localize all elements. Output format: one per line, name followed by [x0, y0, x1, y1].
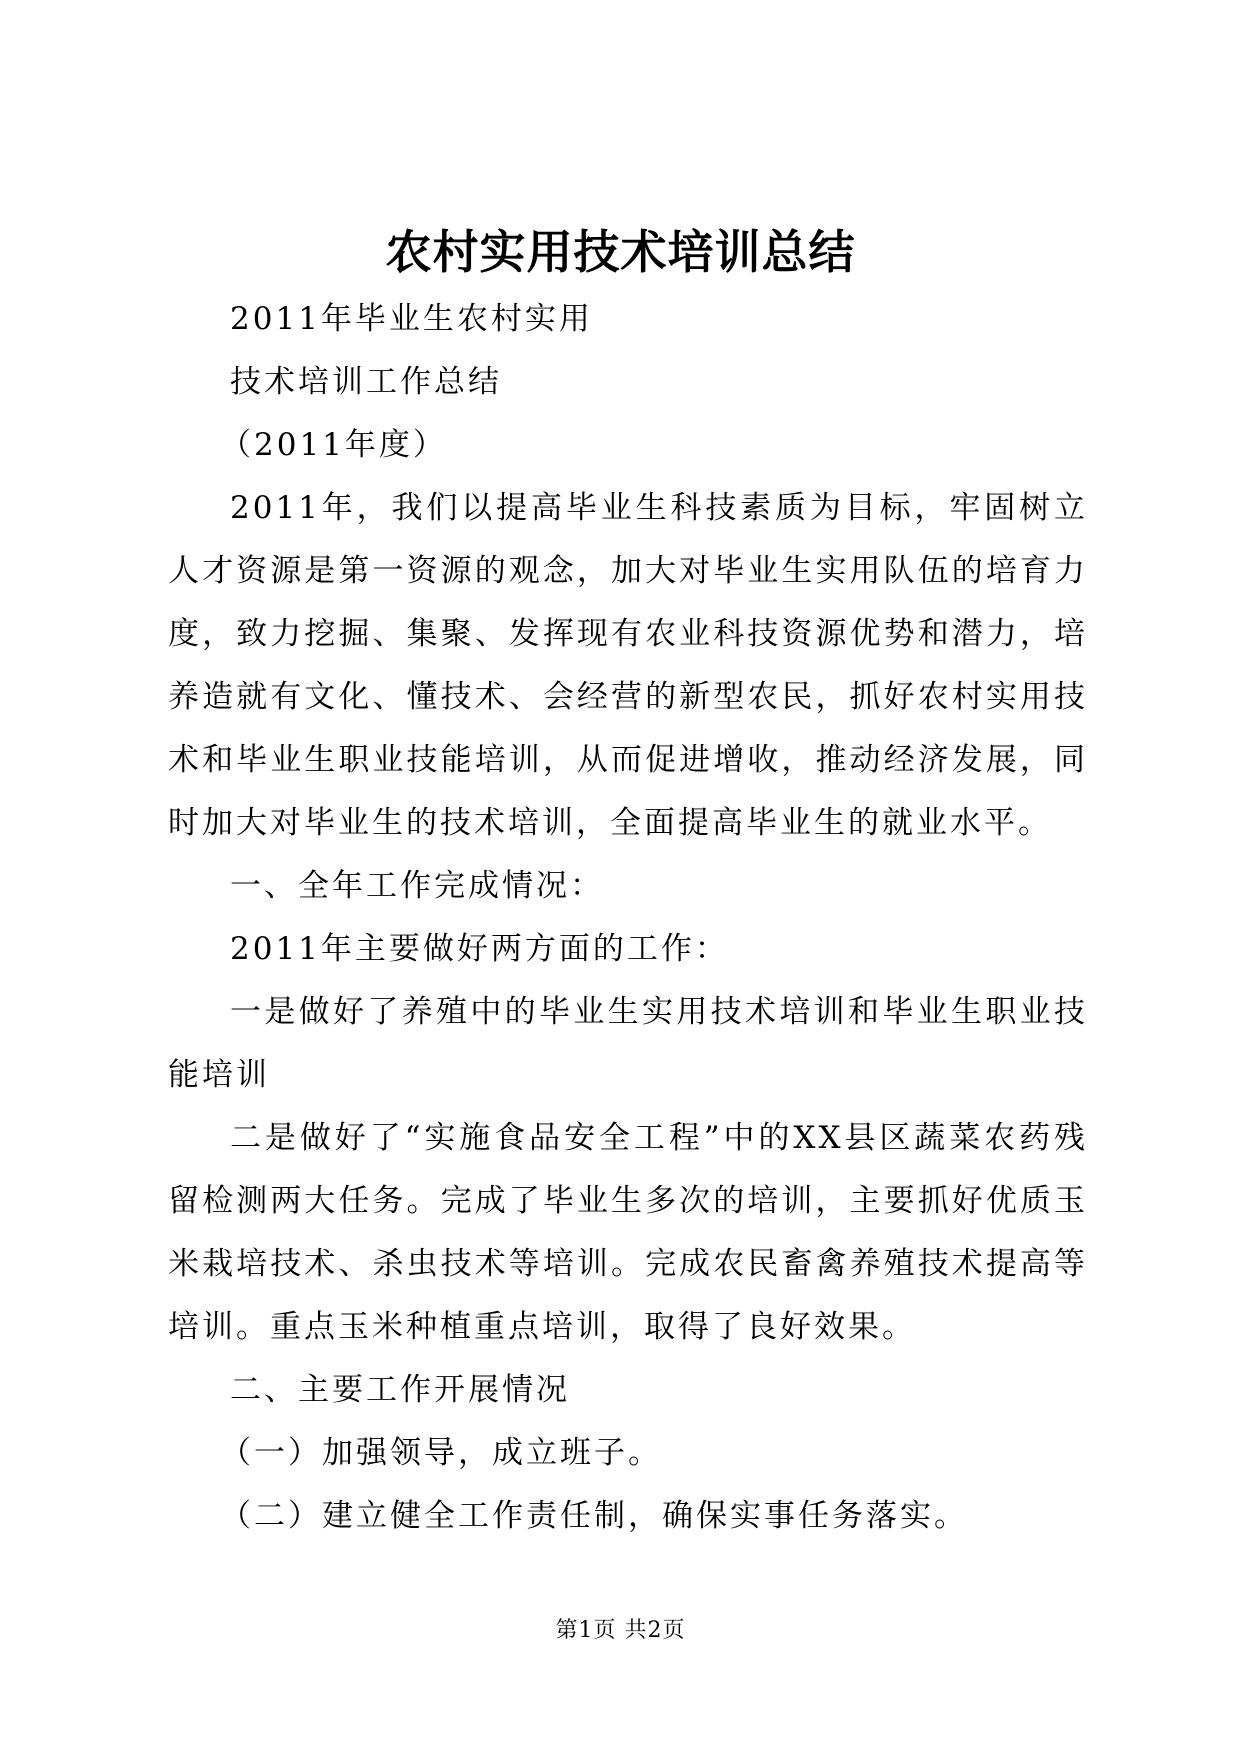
work-item-1: 一是做好了养殖中的毕业生实用技术培训和毕业生职业技能培训: [168, 994, 1088, 1093]
work-summary-line: 2011年主要做好两方面的工作：: [230, 931, 729, 967]
page-number-footer: 第1页 共2页: [555, 1618, 686, 1643]
section-heading-2: 二、主要工作开展情况: [230, 1372, 570, 1408]
document-title: 农村实用技术培训总结: [385, 225, 856, 279]
work-item-2: 二是做好了“实施食品安全工程”中的XX县区蔬菜农药残留检测两大任务。完成了毕业生多次的培训，主要抓好优质玉米栽培技术、杀虫技术等培训。完成农民畜禽养殖技术提高等培训。重点玉米种植重点培训，取得了良好效果。: [168, 1120, 1088, 1345]
intro-paragraph: 2011年，我们以提高毕业生科技素质为目标，牢固树立人才资源是第一资源的观念，加大对毕业生实用队伍的培育力度，致力挖掘、集聚、发挥现有农业科技资源优势和潜力，培养造就有文化、懂技术、会经营的新型农民，抓好农村实用技术和毕业生职业技能培训，从而促进增收，推动经济发展，同时加大对毕业生的技术培训，全面提高毕业生的就业水平。: [168, 490, 1088, 841]
section-heading-1: 一、全年工作完成情况：: [230, 868, 604, 904]
subtitle-line-1: 2011年毕业生农村实用: [230, 301, 593, 337]
subtitle-line-2: 技术培训工作总结: [230, 364, 502, 400]
subsection-2: （二）建立健全工作责任制，确保实事任务落实。: [220, 1498, 968, 1534]
subsection-1: （一）加强领导，成立班子。: [220, 1435, 662, 1471]
subtitle-year: （2011年度）: [220, 427, 447, 463]
document-body: [168, 288, 1088, 1548]
